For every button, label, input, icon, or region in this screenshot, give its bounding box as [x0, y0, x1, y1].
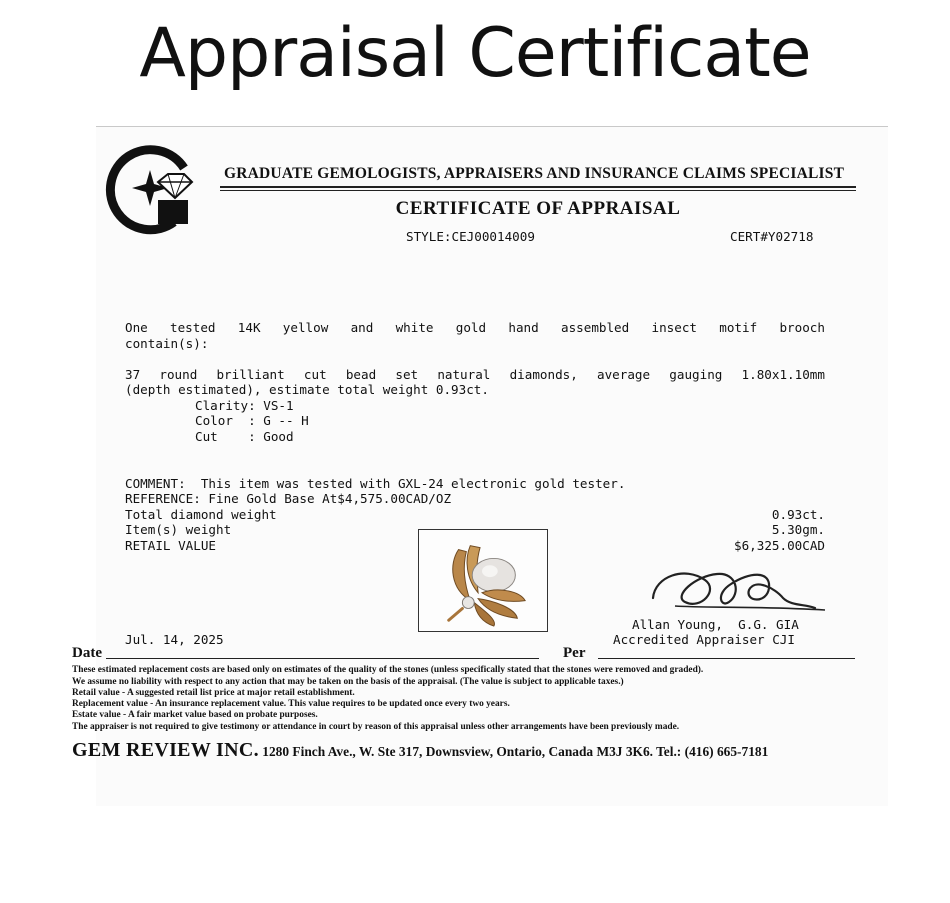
diamond-word: round	[159, 367, 198, 382]
color-grade: Color : G -- H	[195, 413, 309, 428]
reference-line: REFERENCE: Fine Gold Base At$4,575.00CAD/OZ	[125, 491, 452, 506]
disclaimer-line: Replacement value - An insurance replacement value. This value requires to be updated once every two years.	[72, 699, 510, 709]
description-word: One	[125, 320, 148, 335]
certificate-title: CERTIFICATE OF APPRAISAL	[395, 198, 681, 219]
company-address: 1280 Finch Ave., W. Ste 317, Downsview, Ontario, Canada M3J 3K6. Tel.: (416) 665-7181	[258, 744, 769, 759]
appraiser-name: Allan Young, G.G. GIA	[632, 617, 799, 632]
header-specialist-line: GRADUATE GEMOLOGISTS, APPRAISERS AND INSURANCE CLAIMS SPECIALIST	[224, 165, 845, 182]
diamond-word: bead	[345, 367, 377, 382]
cut-grade: Cut : Good	[195, 429, 294, 444]
description-word: tested	[170, 320, 216, 335]
diamond-word: 37	[125, 367, 141, 382]
description-word: yellow	[282, 320, 329, 335]
diamond-word: 1.80x1.10mm	[741, 367, 825, 382]
diamond-line-1	[125, 367, 825, 382]
header-rule	[220, 186, 856, 188]
company-footer	[72, 739, 768, 762]
description-word: insect	[651, 320, 697, 335]
description-word: hand	[508, 320, 539, 335]
description-word: brooch	[779, 320, 825, 335]
retail-value-label: RETAIL VALUE	[125, 538, 216, 553]
disclaimer-line: We assume no liability with respect to any action that may be taken on the basis of the appraisal. (The value is subject to applicable taxes.)	[72, 677, 624, 687]
appraisal-date: Jul. 14, 2025	[125, 632, 224, 647]
comment-line: COMMENT: This item was tested with GXL-24 electronic gold tester.	[125, 476, 626, 491]
description-word: 14K	[237, 320, 261, 335]
diamond-word: natural	[437, 367, 491, 382]
description-line-2: contain(s):	[125, 336, 209, 351]
diamond-word: gauging	[669, 367, 723, 382]
disclaimer-line: These estimated replacement costs are based only on estimates of the quality of the stones (unless specifically stated that the stones were removed and graded).	[72, 665, 704, 675]
date-signature-line	[106, 658, 539, 659]
gem-logo-icon	[102, 140, 198, 236]
retail-value-amount: $6,325.00CAD	[734, 538, 825, 553]
description-word: white	[395, 320, 434, 335]
diamond-word: cut	[303, 367, 327, 382]
appraiser-title: Accredited Appraiser CJI	[613, 632, 795, 647]
total-diamond-weight-value: 0.93ct.	[771, 507, 825, 522]
disclaimer-line: The appraiser is not required to give testimony or attendance in court by reason of this appraisal unless other arrangements have been previously made.	[72, 722, 680, 732]
signature-image	[645, 558, 835, 620]
date-label: Date	[72, 645, 102, 661]
description-line-1	[125, 320, 825, 335]
certificate-number: CERT#Y02718	[730, 229, 814, 244]
per-label: Per	[563, 645, 586, 661]
item-weight-label: Item(s) weight	[125, 522, 232, 537]
diamond-word: brilliant	[216, 367, 285, 382]
diamond-word: diamonds,	[509, 367, 578, 382]
description-word: assembled	[560, 320, 630, 335]
total-diamond-weight-label: Total diamond weight	[125, 507, 277, 522]
diamond-word: average	[597, 367, 651, 382]
diamond-word: set	[395, 367, 419, 382]
item-weight-value: 5.30gm.	[771, 522, 825, 537]
style-number: STYLE:CEJ00014009	[406, 229, 535, 244]
clarity-grade: Clarity: VS-1	[195, 398, 294, 413]
description-word: and	[350, 320, 374, 335]
header-rule-thin	[220, 190, 856, 191]
disclaimer-line: Retail value - A suggested retail list price at major retail establishment.	[72, 688, 355, 698]
description-word: gold	[455, 320, 487, 335]
page-title: Appraisal Certificate	[139, 14, 811, 93]
diamond-line-2: (depth estimated), estimate total weight 0.93ct.	[125, 382, 489, 397]
brooch-photo	[418, 529, 548, 632]
company-name: GEM REVIEW INC.	[72, 739, 259, 761]
disclaimer-line: Estate value - A fair market value based on probate purposes.	[72, 710, 318, 720]
per-signature-line	[598, 658, 855, 659]
description-word: motif	[719, 320, 758, 335]
